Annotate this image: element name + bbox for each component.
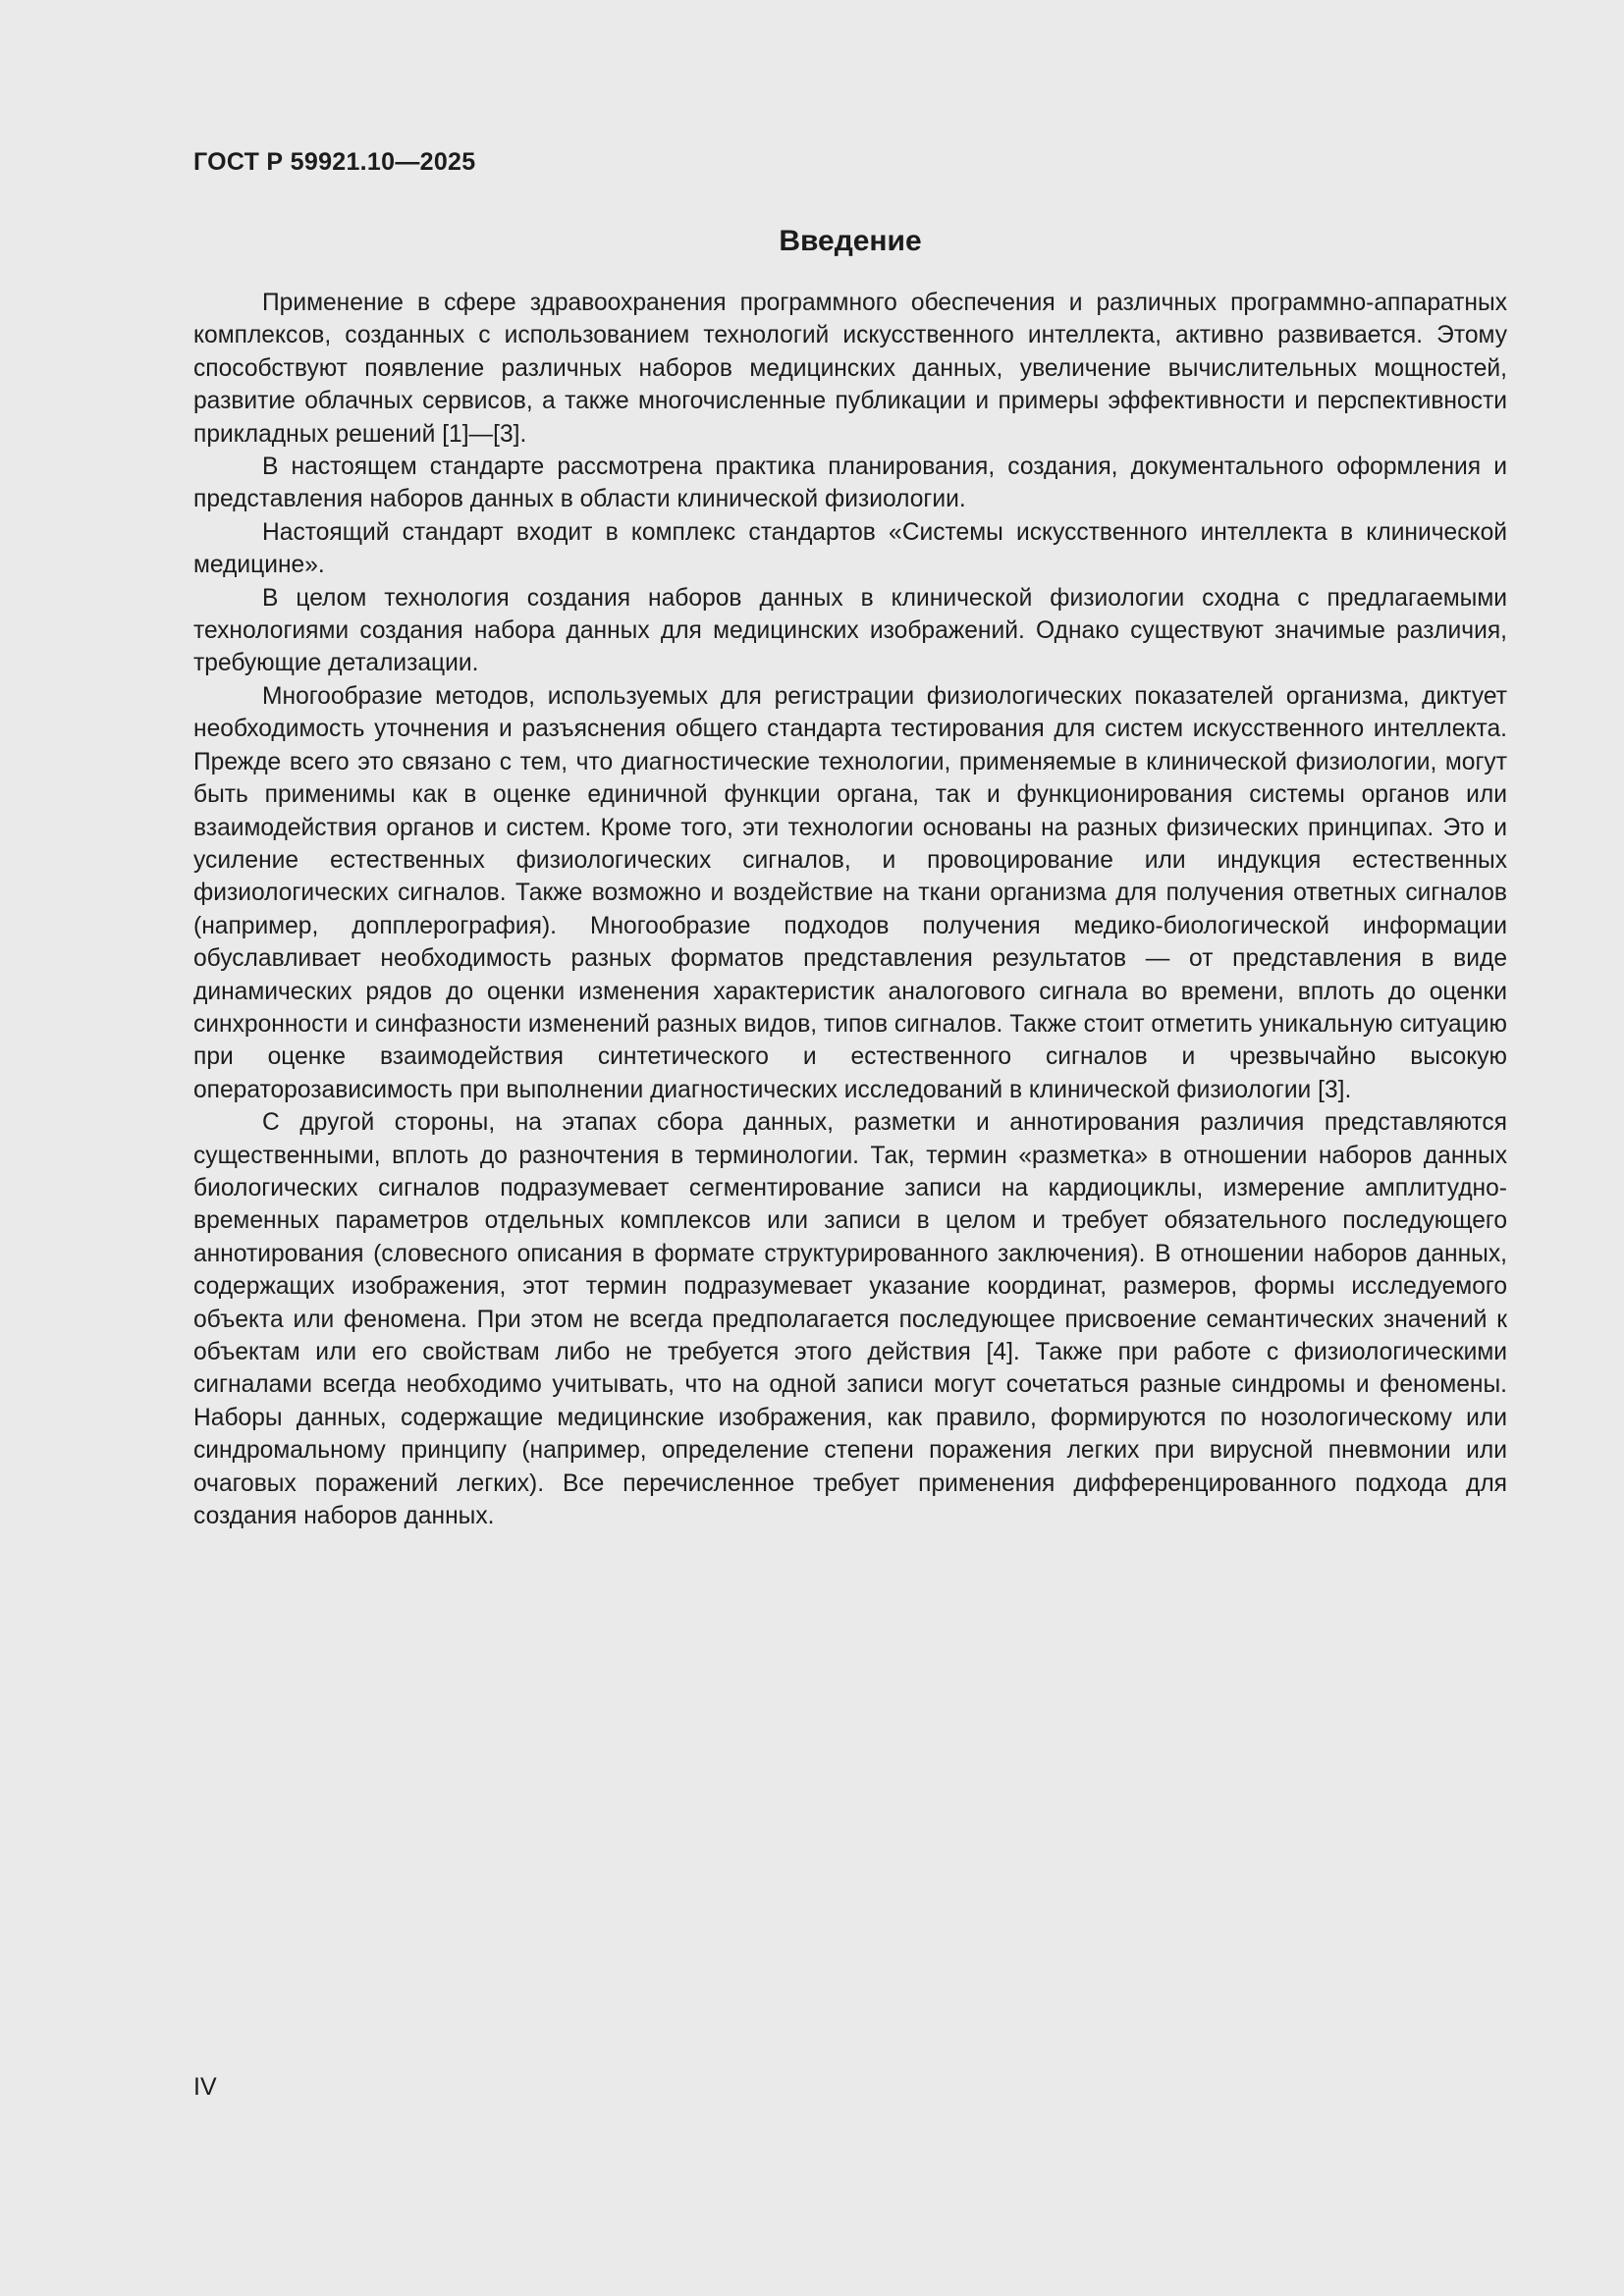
paragraph: В настоящем стандарте рассмотрена практика планирования, создания, документального оформления и представления наборов данных в области клинической физиологии. [193, 454, 1507, 513]
section-title: Введение [779, 225, 922, 257]
paragraph: С другой стороны, на этапах сбора данных, разметки и аннотирования различия представляются существенными, вплоть до разночтения в терминологии. Так, термин «разметка» в отношении наборов данных биологических сигналов подразумевает сегментирование записи на кардиоциклы, измерение амплитудно-временных параметров отдельных комплексов или записи в целом и требует обязательного последующего аннотирования (словесного описания в формате структурированного заключения). В отношении наборов данных, содержащих изображения, этот термин подразумевает указание координат, размеров, формы исследуемого объекта или феномена. При этом не всегда предполагается последующее присвоение семантических значений к объектам или его свойствам либо не требуется этого действия [4]. Также при работе с физиологическими сигналами всегда необходимо учитывать, что на одной записи могут сочетаться разные синдромы и феномены. Наборы данных, содержащие медицинские изображения, как правило, формируются по нозологическому или синдромальному принципу (например, определение степени поражения легких при вирусной пневмонии или очаговых поражений легких). Все перечисленное требует применения дифференцированного подхода для создания наборов данных. [193, 1109, 1507, 1530]
document-header: ГОСТ Р 59921.10—2025 [193, 148, 476, 176]
paragraph: Применение в сфере здравоохранения программного обеспечения и различных программно-аппаратных комплексов, созданных с использованием технологий искусственного интеллекта, активно развивается. Этому способствуют появление различных наборов медицинских данных, увеличение вычислительных мощностей, развитие облачных сервисов, а также многочисленные публикации и примеры эффективности и перспективности прикладных решений [1]—[3]. [193, 290, 1507, 448]
body-text [193, 287, 1507, 1532]
page-number: IV [193, 2073, 217, 2101]
paragraph: Настоящий стандарт входит в комплекс стандартов «Системы искусственного интеллекта в клинической медицине». [193, 518, 1507, 579]
paragraph: Многообразие методов, используемых для регистрации физиологических показателей организма, диктует необходимость уточнения и разъяснения общего стандарта тестирования для систем искусственного интеллекта. Прежде всего это связано с тем, что диагностические технологии, применяемые в клинической физиологии, могут быть применимы как в оценке единичной функции органа, так и функционирования системы органов или взаимодействия органов и систем. Кроме того, эти технологии основаны на разных физических принципах. Это и усиление естественных физиологических сигналов, и провоцирование или индукция естественных физиологических сигналов. Также возможно и воздействие на ткани организма для получения ответных сигналов (например, допплерография). Многообразие подходов получения медико-биологической информации обуславливает необходимость разных форматов представления результатов — от представления в виде динамических рядов до оценки изменения характеристик аналогового сигнала во времени, вплоть до оценки синхронности и синфазности изменений разных видов, типов сигналов. Также стоит отметить уникальную ситуацию при оценке взаимодействия синтетического и естественного сигналов и чрезвычайно высокую операторозависимость при выполнении диагностических исследований в клинической физиологии [3]. [193, 682, 1507, 1103]
paragraph: В целом технология создания наборов данных в клинической физиологии сходна с предлагаемыми технологиями создания набора данных для медицинских изображений. Однако существуют значимые различия, требующие детализации. [193, 584, 1507, 677]
